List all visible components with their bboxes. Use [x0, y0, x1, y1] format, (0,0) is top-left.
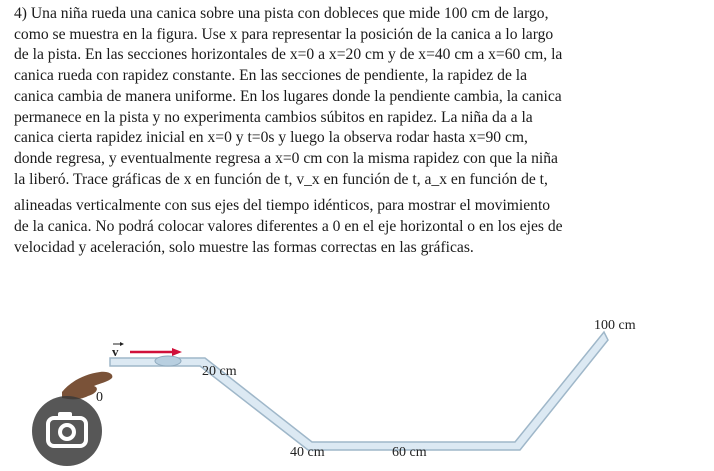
problem-line: de la pista. En las secciones horizontales de x=0 a x=20 cm y de x=40 cm a x=60 cm, la: [14, 46, 563, 64]
problem-line: permanece en la pista y no experimenta cambios súbitos en rapidez. La niña da a la: [14, 108, 533, 126]
label-100cm: 100 cm: [594, 318, 636, 333]
marble-icon: [155, 356, 181, 366]
problem-line: velocidad y aceleración, solo muestre las formas correctas en las gráficas.: [14, 238, 474, 256]
problem-line: la liberó. Trace gráficas de x en función de t, v_x en función de t, a_x en función de t,: [14, 170, 548, 188]
problem-line: de la canica. No podrá colocar valores diferentes a 0 en el eje horizontal o en los ejes de: [14, 218, 563, 236]
label-origin: 0: [96, 390, 103, 405]
camera-icon: [32, 396, 102, 466]
label-20cm: 20 cm: [202, 364, 237, 379]
problem-statement: [14, 4, 704, 258]
problem-line: canica rueda con rapidez constante. En las secciones de pendiente, la rapidez de la: [14, 67, 528, 85]
velocity-arrow-icon: [113, 342, 182, 356]
problem-line: 4) Una niña rueda una canica sobre una pista con dobleces que mide 100 cm de largo,: [14, 5, 549, 22]
track-figure: [0, 300, 714, 460]
label-60cm: 60 cm: [392, 445, 427, 460]
problem-line: como se muestra en la figura. Use x para representar la posición de la canica a lo largo: [14, 25, 554, 43]
track: [110, 332, 608, 450]
label-40cm: 40 cm: [290, 445, 325, 460]
camera-button[interactable]: [32, 396, 102, 466]
label-velocity: v: [112, 344, 119, 359]
problem-line: canica cierta rapidez inicial en x=0 y t=0s y luego la observa rodar hasta x=90 cm,: [14, 129, 528, 147]
problem-line: donde regresa, y eventualmente regresa a x=0 cm con la misma rapidez con que la niña: [14, 149, 558, 167]
problem-line: alineadas verticalmente con sus ejes del tiempo idénticos, para mostrar el movimiento: [14, 197, 551, 215]
problem-line: canica cambia de manera uniforme. En los lugares donde la pendiente cambia, la canica: [14, 87, 562, 105]
